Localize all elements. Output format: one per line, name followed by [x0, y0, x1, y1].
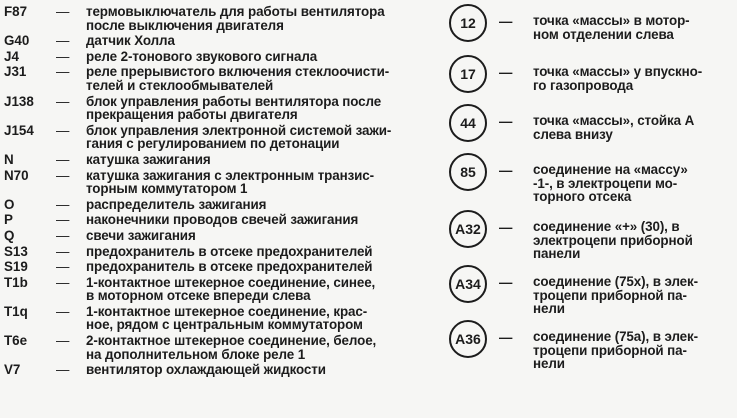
dash: — — [56, 259, 70, 275]
component-description — [86, 50, 436, 64]
dash: — — [499, 330, 513, 345]
description-line: предохранитель в отсеке предохранителей — [86, 243, 373, 259]
component-code: J4 — [4, 48, 19, 64]
description-line: торного отсека — [533, 189, 632, 205]
ground-point-description — [533, 220, 729, 261]
component-description — [86, 198, 436, 212]
component-code: G40 — [4, 33, 30, 49]
dash: — — [56, 227, 70, 243]
dash: — — [499, 275, 513, 290]
circled-code: A32 — [449, 210, 487, 248]
dash: — — [499, 163, 513, 178]
component-legend-left — [4, 5, 436, 377]
component-code: Q — [4, 227, 15, 243]
description-line: катушка зажигания с электронным транзис- — [86, 167, 374, 183]
legend-entry-s13 — [4, 245, 436, 259]
component-code: N70 — [4, 167, 29, 183]
component-description — [86, 260, 436, 274]
description-line: го газопровода — [533, 77, 634, 93]
circled-code: A34 — [449, 265, 487, 303]
description-line: после выключения двигателя — [86, 17, 284, 33]
legend-entry-g40 — [4, 34, 436, 48]
dash: — — [56, 122, 70, 138]
ground-point-description — [533, 114, 729, 141]
description-line: телей и стеклообмывателей — [86, 77, 274, 93]
component-description — [86, 95, 436, 122]
component-description — [86, 213, 436, 227]
component-description — [86, 34, 436, 48]
description-line: троцепи приборной па- — [533, 287, 687, 303]
legend-entry-j31 — [4, 65, 436, 92]
description-line: 2-контактное штекерное соединение, белое, — [86, 333, 377, 349]
circled-code: 44 — [449, 104, 487, 142]
description-line: катушка зажигания — [86, 151, 211, 167]
component-code: J154 — [4, 122, 34, 138]
legend-entry-v7 — [4, 363, 436, 377]
legend-entry-n — [4, 153, 436, 167]
description-line: точка «массы» в мотор- — [533, 13, 690, 28]
description-line: электроцепи приборной — [533, 232, 693, 248]
dash: — — [56, 167, 70, 183]
dash: — — [56, 274, 70, 290]
component-description — [86, 153, 436, 167]
legend-entry-t1b — [4, 276, 436, 303]
component-code: T1q — [4, 303, 28, 319]
circled-code: 17 — [449, 55, 487, 93]
description-line: распределитель зажигания — [86, 196, 267, 212]
dash: — — [499, 220, 513, 235]
description-line: точка «массы» у впускно- — [533, 64, 703, 79]
ground-point-description — [533, 65, 729, 92]
description-line: в моторном отсеке впереди слева — [86, 288, 311, 304]
description-line: предохранитель в отсеке предохранителей — [86, 259, 373, 275]
component-description — [86, 334, 436, 361]
legend-entry-j138 — [4, 95, 436, 122]
component-description — [86, 124, 436, 151]
legend-entry-s19 — [4, 260, 436, 274]
component-description — [86, 305, 436, 332]
component-code: J31 — [4, 64, 27, 80]
description-line: ном отделении слева — [533, 26, 674, 42]
description-line: наконечники проводов свечей зажигания — [86, 212, 359, 228]
description-line: соединение на «массу» — [533, 162, 688, 177]
legend-entry-o — [4, 198, 436, 212]
description-line: торным коммутатором 1 — [86, 181, 248, 197]
dash: — — [499, 65, 513, 80]
legend-entry-f87 — [4, 5, 436, 32]
dash: — — [56, 64, 70, 80]
ground-point-description — [533, 14, 729, 41]
description-line: вентилятор охлаждающей жидкости — [86, 362, 326, 378]
component-description — [86, 169, 436, 196]
legend-entry-q — [4, 229, 436, 243]
description-line: слева внизу — [533, 126, 613, 142]
dash: — — [56, 93, 70, 109]
component-code: T6e — [4, 333, 28, 349]
dash: — — [56, 33, 70, 49]
circled-code: A36 — [449, 320, 487, 358]
dash: — — [56, 4, 70, 19]
description-line: 1-контактное штекерное соединение, синее, — [86, 274, 376, 290]
ground-point-legend-right — [449, 0, 737, 418]
legend-entry-p — [4, 213, 436, 227]
legend-entry-t1q — [4, 305, 436, 332]
component-code: N — [4, 151, 14, 167]
legend-entry-t6e — [4, 334, 436, 361]
description-line: 1-контактное штекерное соединение, крас- — [86, 303, 368, 319]
dash: — — [56, 196, 70, 212]
component-code: O — [4, 196, 15, 212]
component-description — [86, 229, 436, 243]
legend-entry-j154 — [4, 124, 436, 151]
legend-entry-j4 — [4, 50, 436, 64]
description-line: блок управления электронной системой зажи- — [86, 122, 392, 138]
dash: — — [56, 151, 70, 167]
component-code: J138 — [4, 93, 34, 109]
description-line: троцепи приборной па- — [533, 342, 687, 358]
description-line: точка «массы», стойка А — [533, 113, 695, 128]
description-line: реле прерывистого включения стеклоочисти- — [86, 64, 390, 80]
description-line: соединение (75а), в элек- — [533, 329, 698, 344]
dash: — — [56, 362, 70, 378]
component-code: T1b — [4, 274, 28, 290]
circled-code: 12 — [449, 4, 487, 42]
component-description — [86, 5, 436, 32]
description-line: -1-, в электроцепи мо- — [533, 175, 678, 191]
description-line: блок управления работы вентилятора после — [86, 93, 382, 109]
component-description — [86, 245, 436, 259]
description-line: прекращения работы двигателя — [86, 107, 298, 123]
component-code: S13 — [4, 243, 28, 259]
legend-entry-n70 — [4, 169, 436, 196]
dash: — — [56, 303, 70, 319]
dash: — — [499, 14, 513, 29]
component-description — [86, 363, 436, 377]
description-line: соединение (75х), в элек- — [533, 274, 698, 289]
circled-code: 85 — [449, 153, 487, 191]
component-code: S19 — [4, 259, 28, 275]
component-description — [86, 276, 436, 303]
ground-point-description — [533, 275, 729, 316]
component-description — [86, 65, 436, 92]
description-line: реле 2-тонового звукового сигнала — [86, 48, 318, 64]
description-line: свечи зажигания — [86, 227, 196, 243]
component-code: V7 — [4, 362, 21, 378]
ground-point-description — [533, 163, 729, 204]
description-line: датчик Холла — [86, 33, 175, 49]
description-line: термовыключатель для работы вентилятора — [86, 4, 385, 19]
ground-point-description — [533, 330, 729, 371]
component-code: P — [4, 212, 13, 228]
description-line: панели — [533, 246, 581, 262]
dash: — — [56, 48, 70, 64]
description-line: нели — [533, 356, 565, 372]
description-line: нели — [533, 301, 565, 317]
dash: — — [56, 243, 70, 259]
component-code: F87 — [4, 4, 28, 19]
dash: — — [56, 212, 70, 228]
description-line: ное, рядом с центральным коммутатором — [86, 317, 363, 333]
description-line: гания с регулированием по детонации — [86, 136, 340, 152]
dash: — — [56, 333, 70, 349]
description-line: на дополнительном блоке реле 1 — [86, 346, 306, 362]
dash: — — [499, 114, 513, 129]
description-line: соединение «+» (30), в — [533, 219, 680, 234]
